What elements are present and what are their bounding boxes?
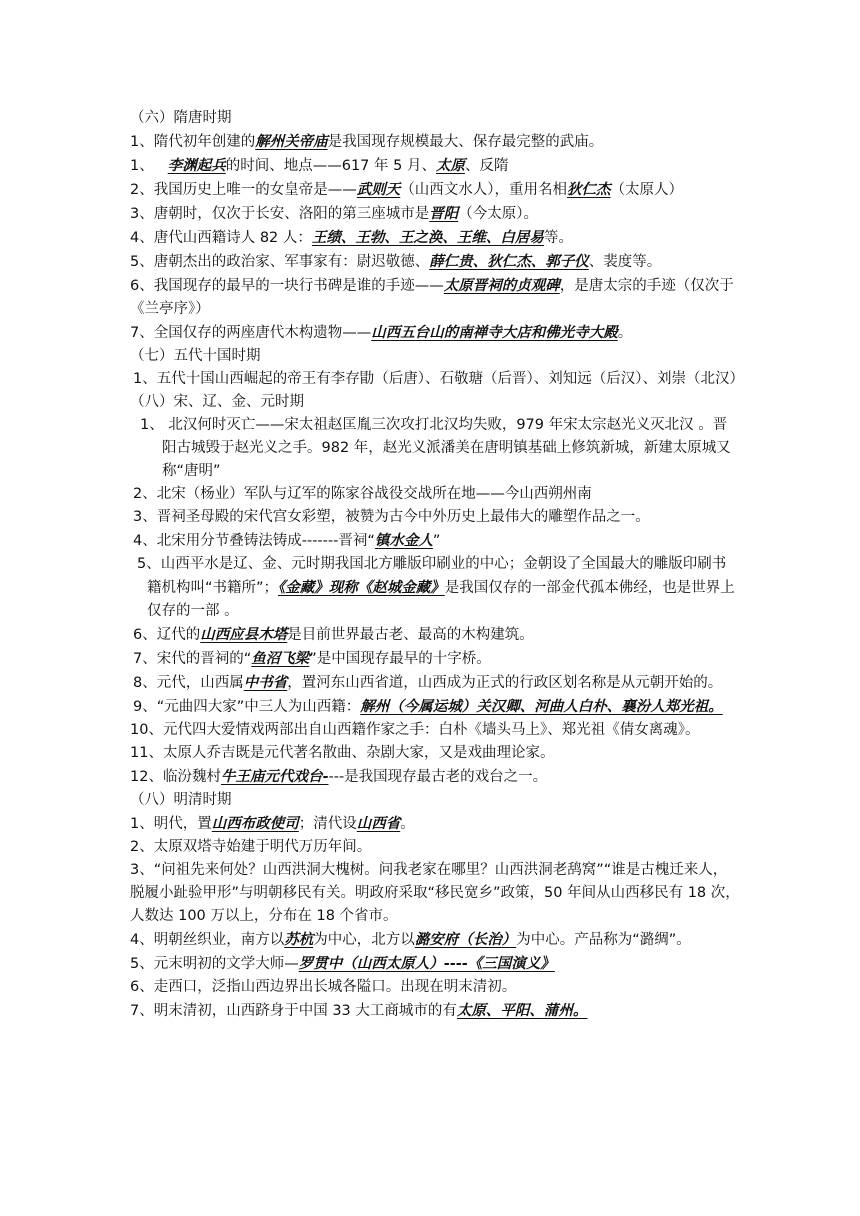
emphasis: 山西布政使司 bbox=[211, 815, 299, 832]
paragraph bbox=[130, 623, 740, 647]
paragraph bbox=[130, 529, 740, 553]
text: 7、明末清初，山西跻身于中国 33 大工商城市的有 bbox=[130, 1003, 457, 1019]
text: 12、临汾魏村 bbox=[130, 769, 221, 785]
emphasis: 牛王庙元代戏台- bbox=[220, 768, 329, 785]
text: 是目前世界最古老、最高的木构建筑。 bbox=[287, 627, 534, 643]
section-heading-ming-qing: （八）明清时期 bbox=[130, 792, 232, 808]
text: 4、明朝丝织业，南方以 bbox=[130, 932, 285, 948]
paragraph bbox=[130, 928, 740, 952]
emphasis: 太原晋祠的贞观碑 bbox=[443, 277, 560, 294]
text: 7、全国仅存的两座唐代木构遗物—— bbox=[130, 325, 372, 341]
text: 等。 bbox=[543, 230, 573, 246]
section-heading-five-dynasties: （七）五代十国时期 bbox=[130, 348, 261, 364]
paragraph bbox=[130, 695, 740, 719]
emphasis: 山西五台山的南禅寺大店和佛光寺大殿 bbox=[371, 324, 618, 341]
text: （太原人） bbox=[610, 182, 683, 198]
paragraph bbox=[130, 647, 740, 671]
text: 9、“元曲四大家”中三人为山西籍： bbox=[133, 699, 361, 715]
paragraph bbox=[130, 274, 740, 321]
paragraph: 10、元代四大爱情戏两部出自山西籍作家之手：白朴《墙头马上》、郑光祖《倩女离魂》。 bbox=[130, 722, 700, 738]
paragraph bbox=[130, 250, 740, 274]
text: 3、唐朝时，仅次于长安、洛阳的第三座城市是 bbox=[130, 206, 430, 222]
emphasis: 《金藏》现称《赵城金藏》 bbox=[278, 579, 445, 596]
text: ，是唐太宗的手迹（仅次于《兰亭序》） bbox=[130, 278, 734, 317]
text: 4、唐代山西籍诗人 82 人： bbox=[130, 230, 312, 246]
emphasis: 解州（今属运城）关汉卿、河曲人白朴、襄汾人郑光祖。 bbox=[360, 698, 723, 715]
text: 1、 bbox=[130, 158, 154, 174]
section-heading-sui-tang: （六）隋唐时期 bbox=[130, 110, 232, 126]
text: 为中心。产品称为“潞绸”。 bbox=[516, 932, 691, 948]
emphasis: 山西应县木塔 bbox=[200, 626, 288, 643]
text: 、裴度等。 bbox=[588, 254, 662, 270]
text: ；清代设 bbox=[298, 816, 357, 832]
text: 6、辽代的 bbox=[133, 627, 201, 643]
text: 8、元代，山西属 bbox=[133, 675, 244, 691]
paragraph: 6、走西口，泛指山西边界出长城各隘口。出现在明末清初。 bbox=[130, 979, 517, 995]
paragraph bbox=[130, 765, 740, 789]
emphasis: 山西省 bbox=[356, 815, 401, 832]
paragraph: 1、五代十国山西崛起的帝王有李存勖（后唐）、石敬瑭（后晋）、刘知远（后汉）、刘崇（北汉） bbox=[133, 371, 744, 387]
paragraph bbox=[130, 154, 740, 178]
emphasis: 太原、平阳、蒲州。 bbox=[456, 1002, 588, 1019]
text: ，置河东山西省道，山西成为正式的行政区划名称是从元朝开始的。 bbox=[287, 675, 723, 691]
emphasis: 太原 bbox=[435, 157, 465, 174]
text: ” bbox=[432, 533, 441, 549]
emphasis: 狄仁杰 bbox=[566, 181, 611, 198]
section-heading-song-liao: （八）宋、辽、金、元时期 bbox=[130, 394, 304, 410]
paragraph: 3、“问祖先来何处？山西洪洞大槐树。问我老家在哪里？山西洪洞老鸹窝”“谁是古槐迁来人，脱履小趾验甲形”与明朝移民有关。明政府采取“移民宽乡”政策，50 年间从山西移民有 18 次，人数达 100 万以上，分布在 18 个省市。 bbox=[130, 862, 740, 924]
text: 为中心，北方以 bbox=[313, 932, 415, 948]
text: 、反隋 bbox=[464, 158, 509, 174]
text: 7、宋代的晋祠的“ bbox=[133, 651, 252, 667]
paragraph bbox=[130, 999, 740, 1023]
text: 2、我国历史上唯一的女皇帝是—— bbox=[130, 182, 357, 198]
text: 4、北宋用分节叠铸法铸成-------晋祠“ bbox=[133, 533, 375, 549]
emphasis: 罗贯中（山西太原人）----《三国演义》 bbox=[298, 955, 555, 972]
paragraph bbox=[130, 812, 740, 836]
paragraph: 11、太原人乔吉既是元代著名散曲、杂剧大家，又是戏曲理论家。 bbox=[130, 745, 555, 761]
paragraph: 1、 北汉何时灭亡——宋太祖赵匡胤三次攻打北汉均失败，979 年宋太宗赵光义灭北汉 。晋阳古城毁于赵光义之手。982 年，赵光义派潘美在唐明镇基础上修筑新城，新建太原城又称“唐明” bbox=[140, 417, 731, 479]
emphasis: 王绩、王勃、王之涣、王维、白居易 bbox=[311, 229, 544, 246]
emphasis: 中书省 bbox=[243, 674, 288, 691]
paragraph bbox=[130, 226, 740, 250]
text: 。 bbox=[617, 325, 633, 341]
paragraph: 2、北宋（杨业）军队与辽军的陈家谷战役交战所在地——今山西朔州南 bbox=[133, 486, 592, 502]
paragraph: 2、太原双塔寺始建于明代万历年间。 bbox=[130, 839, 372, 855]
paragraph bbox=[130, 321, 740, 345]
text: 是我国现存规模最大、保存最完整的武庙。 bbox=[327, 134, 604, 150]
paragraph bbox=[130, 671, 740, 695]
paragraph bbox=[130, 952, 740, 976]
paragraph bbox=[130, 553, 740, 623]
text: ”是中国现存最早的十字桥。 bbox=[309, 651, 491, 667]
emphasis: 薛仁贵、狄仁杰、郭子仪 bbox=[429, 253, 589, 270]
text: 是我国仅存的一部金代孤本佛经，也是世界上仅存的一部 。 bbox=[147, 580, 735, 619]
emphasis: 镇水金人 bbox=[374, 532, 433, 549]
text: 5、山西平水是辽、金、元时期我国北方雕版印刷业的中心；金朝设了全国最大的雕版印刷书籍机构叫“书籍所”； bbox=[137, 556, 727, 596]
text: （今太原）。 bbox=[458, 206, 538, 222]
emphasis: 潞安府（长治） bbox=[414, 931, 517, 948]
text: 1、明代，置 bbox=[130, 816, 212, 832]
text: 5、元末明初的文学大师— bbox=[130, 956, 299, 972]
emphasis: 李渊起兵 bbox=[167, 157, 226, 174]
text: （山西文水人），重用名相 bbox=[400, 182, 567, 198]
emphasis: 鱼沼飞梁 bbox=[251, 650, 310, 667]
paragraph: 3、晋祠圣母殿的宋代宫女彩塑，被赞为古今中外历史上最伟大的雕塑作品之一。 bbox=[133, 509, 650, 525]
paragraph bbox=[130, 130, 740, 154]
paragraph bbox=[130, 202, 740, 226]
emphasis: 晋阳 bbox=[429, 205, 459, 222]
text: ---是我国现存最古老的戏台之一。 bbox=[328, 769, 548, 785]
paragraph bbox=[130, 178, 740, 202]
text: 6、我国现存的最早的一块行书碑是谁的手迹—— bbox=[130, 278, 444, 294]
document-body bbox=[130, 107, 744, 1023]
text: 的时间、地点——617 年 5 月、 bbox=[225, 158, 436, 174]
text: 5、唐朝杰出的政治家、军事家有：尉迟敬德、 bbox=[130, 254, 430, 270]
emphasis: 苏杭 bbox=[284, 931, 314, 948]
emphasis: 武则天 bbox=[356, 181, 401, 198]
emphasis: 解州关帝庙 bbox=[255, 133, 328, 150]
text: 1、隋代初年创建的 bbox=[130, 134, 256, 150]
text: 。 bbox=[400, 816, 415, 832]
